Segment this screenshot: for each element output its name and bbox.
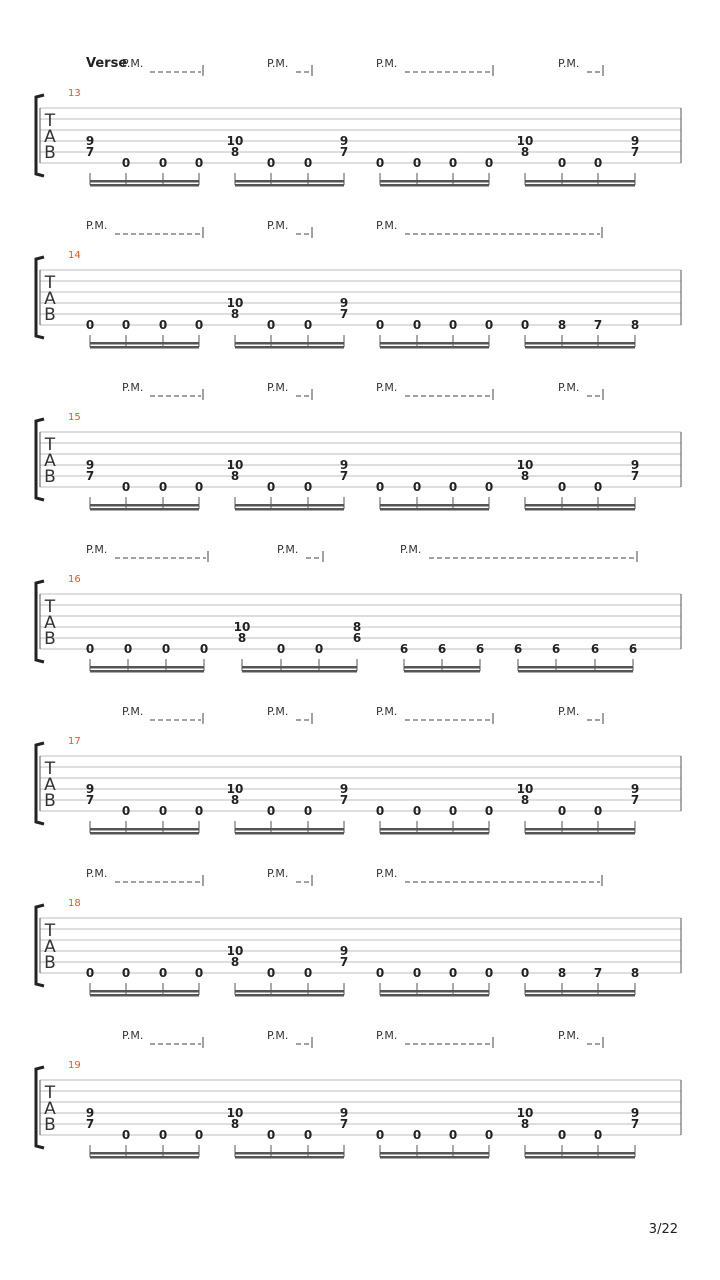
fret-number: 7	[339, 793, 349, 807]
palm-mute-label: P.M.	[267, 1029, 289, 1042]
fret-number: 0	[199, 642, 209, 656]
fret-number: 8	[230, 469, 240, 483]
note-beam	[235, 346, 344, 349]
fret-number: 6	[628, 642, 638, 656]
fret-number: 0	[266, 966, 276, 980]
fret-number: 0	[121, 804, 131, 818]
fret-number: 0	[85, 966, 95, 980]
palm-mute-label: P.M.	[376, 705, 398, 718]
fret-number: 8	[230, 955, 240, 969]
fret-number: 0	[412, 966, 422, 980]
fret-number: 0	[375, 156, 385, 170]
note-beam	[380, 346, 489, 349]
note-beam	[404, 666, 480, 669]
fret-number: 0	[412, 318, 422, 332]
fret-number: 7	[85, 1117, 95, 1131]
palm-mute-label: P.M.	[376, 381, 398, 394]
note-beam	[90, 346, 199, 349]
palm-mute-label: P.M.	[122, 57, 144, 70]
fret-number: 8	[237, 631, 247, 645]
tab-clef-a: A	[44, 1099, 56, 1119]
fret-number: 0	[276, 642, 286, 656]
palm-mute-label: P.M.	[558, 57, 580, 70]
bar-number: 16	[68, 574, 81, 585]
tab-clef-a: A	[44, 451, 56, 471]
note-beam	[525, 180, 635, 183]
tab-clef-b: B	[44, 791, 56, 811]
fret-number: 0	[448, 480, 458, 494]
fret-number: 7	[339, 307, 349, 321]
fret-number: 7	[593, 318, 603, 332]
palm-mute-label: P.M.	[86, 867, 108, 880]
tab-clef-t: T	[44, 921, 56, 941]
fret-number: 0	[412, 1128, 422, 1142]
bar-number: 18	[68, 898, 81, 909]
fret-number: 9	[339, 296, 349, 310]
note-beam	[380, 994, 489, 997]
fret-number: 9	[339, 134, 349, 148]
note-beam	[242, 670, 357, 673]
fret-number: 9	[85, 782, 95, 796]
fret-number: 0	[158, 156, 168, 170]
fret-number: 8	[230, 307, 240, 321]
tab-clef-t: T	[44, 597, 56, 617]
note-beam	[90, 342, 199, 345]
fret-number: 0	[194, 1128, 204, 1142]
fret-number: 0	[375, 480, 385, 494]
fret-number: 9	[630, 134, 640, 148]
note-beam	[90, 994, 199, 997]
note-beam	[525, 1156, 635, 1159]
fret-number: 9	[630, 458, 640, 472]
fret-number: 10	[226, 944, 244, 958]
fret-number: 0	[303, 1128, 313, 1142]
fret-number: 0	[484, 318, 494, 332]
fret-number: 0	[593, 804, 603, 818]
note-beam	[235, 990, 344, 993]
palm-mute-label: P.M.	[267, 219, 289, 232]
fret-number: 8	[520, 1117, 530, 1131]
fret-number: 8	[230, 793, 240, 807]
palm-mute-label: P.M.	[86, 543, 108, 556]
fret-number: 0	[266, 1128, 276, 1142]
tab-clef-t: T	[44, 435, 56, 455]
fret-number: 0	[557, 480, 567, 494]
note-beam	[525, 990, 635, 993]
fret-number: 0	[593, 480, 603, 494]
fret-number: 0	[85, 642, 95, 656]
note-beam	[235, 828, 344, 831]
tab-clef-b: B	[44, 467, 56, 487]
palm-mute-label: P.M.	[400, 543, 422, 556]
fret-number: 0	[121, 1128, 131, 1142]
note-beam	[380, 1156, 489, 1159]
tab-clef-t: T	[44, 1083, 56, 1103]
note-beam	[380, 508, 489, 511]
fret-number: 7	[339, 955, 349, 969]
section-label: Verse	[86, 56, 128, 71]
fret-number: 0	[484, 966, 494, 980]
note-beam	[90, 180, 199, 183]
fret-number: 0	[266, 480, 276, 494]
palm-mute-label: P.M.	[558, 1029, 580, 1042]
tab-clef-a: A	[44, 613, 56, 633]
fret-number: 9	[339, 944, 349, 958]
fret-number: 6	[352, 631, 362, 645]
palm-mute-label: P.M.	[558, 381, 580, 394]
fret-number: 7	[630, 145, 640, 159]
bar-number: 13	[68, 88, 81, 99]
palm-mute-label: P.M.	[267, 57, 289, 70]
fret-number: 0	[593, 1128, 603, 1142]
note-beam	[235, 1156, 344, 1159]
note-beam	[90, 832, 199, 835]
fret-number: 8	[230, 1117, 240, 1131]
fret-number: 0	[194, 318, 204, 332]
fret-number: 0	[121, 156, 131, 170]
fret-number: 7	[593, 966, 603, 980]
note-beam	[518, 666, 633, 669]
fret-number: 10	[516, 458, 534, 472]
note-beam	[404, 670, 480, 673]
note-beam	[90, 1156, 199, 1159]
fret-number: 0	[412, 156, 422, 170]
page-number: 3/22	[648, 1222, 678, 1237]
palm-mute-label: P.M.	[122, 705, 144, 718]
fret-number: 0	[303, 156, 313, 170]
note-beam	[242, 666, 357, 669]
tab-clef-b: B	[44, 305, 56, 325]
palm-mute-label: P.M.	[122, 381, 144, 394]
fret-number: 0	[194, 480, 204, 494]
note-beam	[525, 342, 635, 345]
fret-number: 10	[226, 296, 244, 310]
fret-number: 0	[484, 804, 494, 818]
tab-clef-b: B	[44, 953, 56, 973]
fret-number: 10	[233, 620, 251, 634]
fret-number: 6	[513, 642, 523, 656]
fret-number: 8	[630, 318, 640, 332]
fret-number: 6	[551, 642, 561, 656]
fret-number: 8	[520, 793, 530, 807]
fret-number: 0	[121, 966, 131, 980]
fret-number: 7	[339, 469, 349, 483]
fret-number: 7	[85, 793, 95, 807]
fret-number: 10	[226, 782, 244, 796]
fret-number: 9	[630, 1106, 640, 1120]
fret-number: 0	[520, 318, 530, 332]
fret-number: 9	[85, 134, 95, 148]
bar-number: 17	[68, 736, 81, 747]
fret-number: 0	[303, 318, 313, 332]
fret-number: 6	[437, 642, 447, 656]
fret-number: 0	[412, 480, 422, 494]
note-beam	[525, 994, 635, 997]
fret-number: 0	[484, 480, 494, 494]
fret-number: 10	[226, 458, 244, 472]
note-beam	[235, 342, 344, 345]
fret-number: 6	[475, 642, 485, 656]
tab-clef-b: B	[44, 629, 56, 649]
fret-number: 0	[158, 804, 168, 818]
fret-number: 0	[121, 318, 131, 332]
note-beam	[235, 832, 344, 835]
tab-clef-t: T	[44, 111, 56, 131]
fret-number: 10	[226, 134, 244, 148]
note-beam	[90, 184, 199, 187]
fret-number: 8	[557, 318, 567, 332]
bar-number: 14	[68, 250, 81, 261]
fret-number: 0	[412, 804, 422, 818]
fret-number: 8	[557, 966, 567, 980]
tab-clef-a: A	[44, 937, 56, 957]
fret-number: 0	[375, 804, 385, 818]
tab-clef-b: B	[44, 143, 56, 163]
fret-number: 0	[448, 804, 458, 818]
tab-clef-t: T	[44, 759, 56, 779]
fret-number: 9	[85, 1106, 95, 1120]
note-beam	[525, 504, 635, 507]
note-beam	[380, 342, 489, 345]
fret-number: 0	[266, 318, 276, 332]
note-beam	[90, 990, 199, 993]
note-beam	[90, 508, 199, 511]
note-beam	[525, 508, 635, 511]
note-beam	[90, 666, 204, 669]
palm-mute-label: P.M.	[277, 543, 299, 556]
fret-number: 0	[520, 966, 530, 980]
fret-number: 9	[630, 782, 640, 796]
fret-number: 0	[158, 318, 168, 332]
fret-number: 0	[375, 1128, 385, 1142]
note-beam	[90, 828, 199, 831]
palm-mute-label: P.M.	[376, 57, 398, 70]
fret-number: 7	[630, 793, 640, 807]
palm-mute-label: P.M.	[267, 381, 289, 394]
note-beam	[525, 346, 635, 349]
note-beam	[380, 990, 489, 993]
fret-number: 7	[339, 1117, 349, 1131]
fret-number: 10	[226, 1106, 244, 1120]
fret-number: 0	[448, 1128, 458, 1142]
fret-number: 8	[352, 620, 362, 634]
fret-number: 0	[266, 804, 276, 818]
palm-mute-label: P.M.	[86, 219, 108, 232]
fret-number: 0	[266, 156, 276, 170]
fret-number: 0	[448, 318, 458, 332]
bar-number: 15	[68, 412, 81, 423]
note-beam	[380, 180, 489, 183]
fret-number: 8	[520, 469, 530, 483]
fret-number: 0	[557, 804, 567, 818]
note-beam	[380, 828, 489, 831]
fret-number: 0	[121, 480, 131, 494]
fret-number: 7	[630, 469, 640, 483]
fret-number: 7	[630, 1117, 640, 1131]
palm-mute-label: P.M.	[558, 705, 580, 718]
fret-number: 0	[303, 966, 313, 980]
fret-number: 8	[520, 145, 530, 159]
fret-number: 0	[375, 318, 385, 332]
note-beam	[380, 1152, 489, 1155]
note-beam	[235, 180, 344, 183]
fret-number: 0	[194, 804, 204, 818]
note-beam	[235, 994, 344, 997]
fret-number: 8	[230, 145, 240, 159]
fret-number: 0	[158, 966, 168, 980]
fret-number: 9	[339, 782, 349, 796]
fret-number: 7	[85, 469, 95, 483]
note-beam	[235, 1152, 344, 1155]
palm-mute-label: P.M.	[267, 867, 289, 880]
tab-clef-a: A	[44, 127, 56, 147]
fret-number: 0	[593, 156, 603, 170]
fret-number: 0	[194, 966, 204, 980]
fret-number: 0	[194, 156, 204, 170]
palm-mute-label: P.M.	[122, 1029, 144, 1042]
note-beam	[235, 184, 344, 187]
fret-number: 0	[161, 642, 171, 656]
note-beam	[525, 184, 635, 187]
fret-number: 9	[339, 1106, 349, 1120]
fret-number: 8	[630, 966, 640, 980]
fret-number: 10	[516, 134, 534, 148]
tab-clef-a: A	[44, 775, 56, 795]
fret-number: 0	[448, 156, 458, 170]
fret-number: 9	[339, 458, 349, 472]
fret-number: 6	[399, 642, 409, 656]
fret-number: 0	[375, 966, 385, 980]
fret-number: 7	[85, 145, 95, 159]
note-beam	[380, 184, 489, 187]
tab-clef-t: T	[44, 273, 56, 293]
note-beam	[380, 832, 489, 835]
note-beam	[518, 670, 633, 673]
bar-number: 19	[68, 1060, 81, 1071]
tab-clef-a: A	[44, 289, 56, 309]
fret-number: 7	[339, 145, 349, 159]
note-beam	[235, 504, 344, 507]
fret-number: 0	[484, 1128, 494, 1142]
note-beam	[525, 828, 635, 831]
fret-number: 0	[448, 966, 458, 980]
note-beam	[90, 670, 204, 673]
fret-number: 9	[85, 458, 95, 472]
fret-number: 0	[314, 642, 324, 656]
fret-number: 0	[303, 804, 313, 818]
note-beam	[90, 1152, 199, 1155]
palm-mute-label: P.M.	[376, 867, 398, 880]
fret-number: 0	[303, 480, 313, 494]
palm-mute-label: P.M.	[376, 219, 398, 232]
note-beam	[525, 1152, 635, 1155]
palm-mute-label: P.M.	[376, 1029, 398, 1042]
fret-number: 0	[557, 156, 567, 170]
tab-clef-b: B	[44, 1115, 56, 1135]
note-beam	[235, 508, 344, 511]
fret-number: 10	[516, 782, 534, 796]
palm-mute-label: P.M.	[267, 705, 289, 718]
fret-number: 0	[123, 642, 133, 656]
note-beam	[90, 504, 199, 507]
note-beam	[380, 504, 489, 507]
fret-number: 6	[590, 642, 600, 656]
fret-number: 0	[484, 156, 494, 170]
fret-number: 0	[557, 1128, 567, 1142]
fret-number: 10	[516, 1106, 534, 1120]
fret-number: 0	[158, 1128, 168, 1142]
fret-number: 0	[85, 318, 95, 332]
fret-number: 0	[158, 480, 168, 494]
note-beam	[525, 832, 635, 835]
